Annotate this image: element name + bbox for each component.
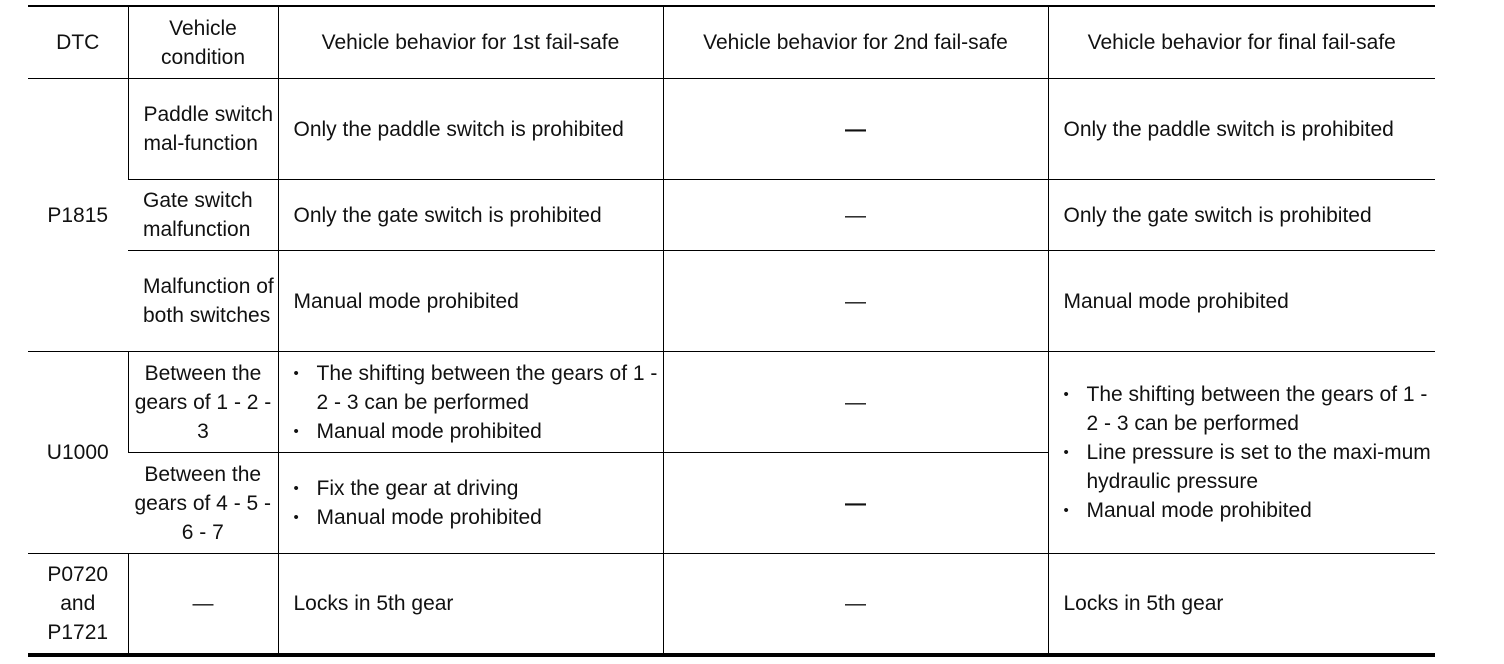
second-fail-safe-cell bbox=[663, 180, 1048, 251]
condition-cell: Between the gears of 1 - 2 - 3 bbox=[128, 352, 278, 453]
second-fail-safe-cell bbox=[663, 554, 1048, 656]
header-row bbox=[28, 6, 1435, 79]
first-fail-safe-cell: Only the paddle switch is prohibited bbox=[278, 79, 663, 180]
header-dtc: DTC bbox=[28, 6, 128, 79]
first-fail-safe-cell: Manual mode prohibited bbox=[278, 251, 663, 352]
bullet-item: • Manual mode prohibited bbox=[1064, 496, 1432, 525]
table-row bbox=[28, 554, 1435, 656]
condition-cell bbox=[128, 554, 278, 656]
condition-cell: Malfunction of both switches bbox=[128, 251, 278, 352]
condition-cell: Between the gears of 4 - 5 - 6 - 7 bbox=[128, 453, 278, 554]
second-fail-safe-cell bbox=[663, 352, 1048, 453]
bullet-item: • Fix the gear at driving bbox=[294, 474, 659, 503]
condition-cell: Gate switch malfunction bbox=[128, 180, 278, 251]
dtc-cell: U1000 bbox=[28, 352, 128, 554]
dash: — bbox=[845, 592, 866, 615]
dash: — bbox=[845, 491, 866, 515]
bullet-item: • Line pressure is set to the maxi-mum hydraulic pressure bbox=[1064, 438, 1432, 496]
first-fail-safe-cell bbox=[278, 453, 663, 554]
dash: — bbox=[845, 289, 866, 313]
header-vehicle-condition: Vehicle condition bbox=[128, 6, 278, 79]
first-fail-safe-cell: Locks in 5th gear bbox=[278, 554, 663, 656]
final-fail-safe-cell: Manual mode prohibited bbox=[1048, 251, 1435, 352]
table-row bbox=[28, 79, 1435, 180]
first-fail-safe-cell: Only the gate switch is prohibited bbox=[278, 180, 663, 251]
header-first-fail-safe: Vehicle behavior for 1st fail-safe bbox=[278, 6, 663, 79]
second-fail-safe-cell bbox=[663, 251, 1048, 352]
header-final-fail-safe: Vehicle behavior for final fail-safe bbox=[1048, 6, 1435, 79]
table-row bbox=[28, 251, 1435, 352]
header-second-fail-safe: Vehicle behavior for 2nd fail-safe bbox=[663, 6, 1048, 79]
bullet-list bbox=[1064, 380, 1432, 525]
table-row bbox=[28, 352, 1435, 453]
dash: — bbox=[845, 203, 866, 227]
final-fail-safe-cell bbox=[1048, 352, 1435, 554]
bullet-item: • Manual mode prohibited bbox=[294, 503, 659, 532]
bullet-item: • Manual mode prohibited bbox=[294, 417, 659, 446]
second-fail-safe-cell bbox=[663, 453, 1048, 554]
final-fail-safe-cell: Locks in 5th gear bbox=[1048, 554, 1435, 656]
dash: — bbox=[845, 117, 866, 141]
bullet-item: • The shifting between the gears of 1 - 2 - 3 can be performed bbox=[294, 359, 659, 417]
bullet-list bbox=[294, 359, 659, 446]
final-fail-safe-cell: Only the gate switch is prohibited bbox=[1048, 180, 1435, 251]
dash: — bbox=[845, 390, 866, 414]
fail-safe-table bbox=[28, 5, 1435, 657]
final-fail-safe-cell: Only the paddle switch is prohibited bbox=[1048, 79, 1435, 180]
first-fail-safe-cell bbox=[278, 352, 663, 453]
dtc-cell: P0720 and P1721 bbox=[28, 554, 128, 656]
condition-cell: Paddle switch mal-function bbox=[128, 79, 278, 180]
bullet-list bbox=[294, 474, 659, 532]
table-row bbox=[28, 180, 1435, 251]
dash: — bbox=[192, 592, 214, 615]
dtc-cell: P1815 bbox=[28, 79, 128, 352]
second-fail-safe-cell bbox=[663, 79, 1048, 180]
bullet-item: • The shifting between the gears of 1 - 2 - 3 can be performed bbox=[1064, 380, 1432, 438]
